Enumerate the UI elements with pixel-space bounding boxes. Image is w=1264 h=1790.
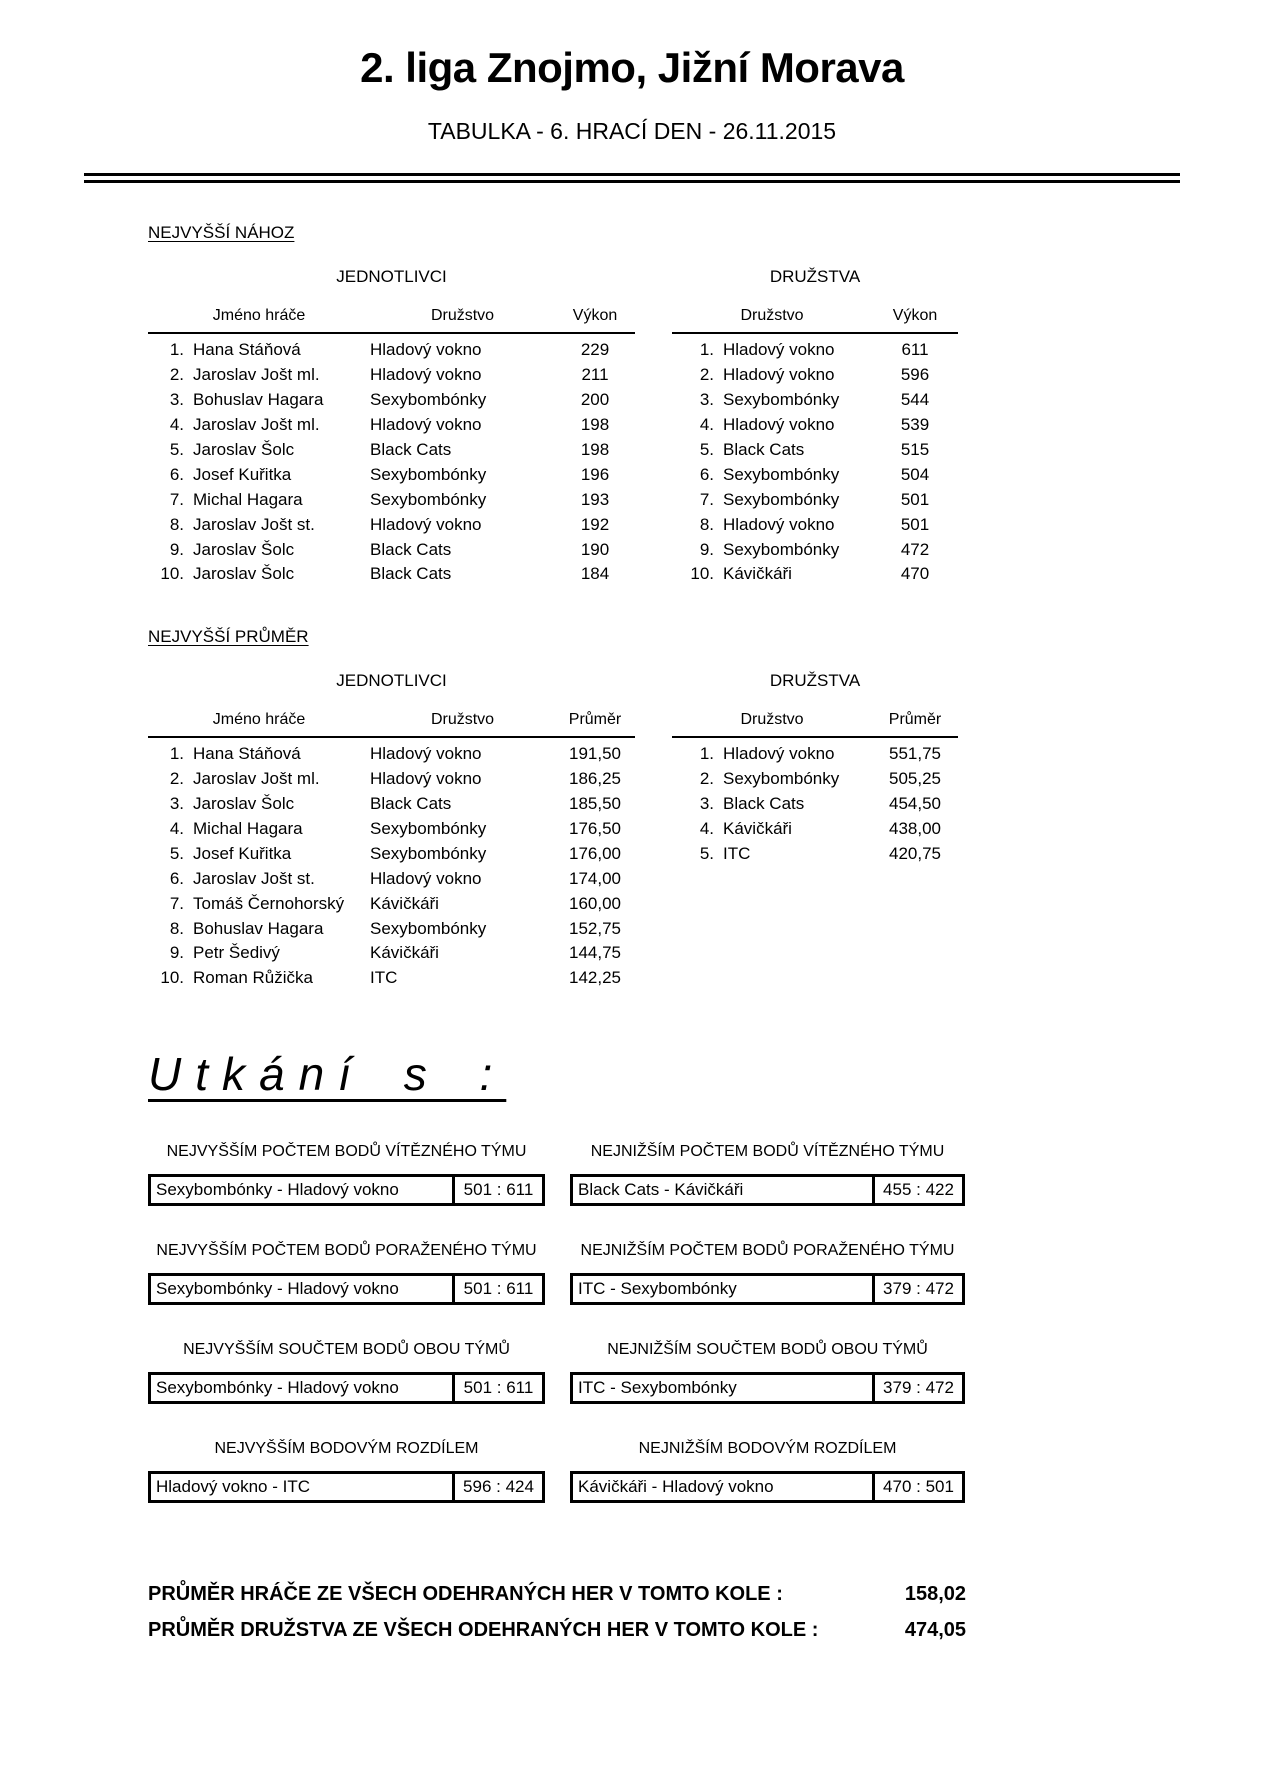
table-row	[148, 487, 635, 512]
table-row	[148, 413, 635, 438]
team-rank: 3.	[699, 794, 714, 814]
table-row	[148, 916, 635, 941]
team-value: 596	[900, 365, 930, 385]
player-rank: 2.	[169, 769, 184, 789]
table-row	[672, 487, 958, 512]
player-team: Sexybombónky	[370, 819, 487, 839]
table-row	[148, 792, 635, 817]
match-record-box	[148, 1273, 545, 1305]
team-value: 472	[900, 539, 930, 559]
match-teams: ITC - Sexybombónky	[578, 1278, 737, 1298]
column-header-name: Jméno hráče	[212, 307, 306, 324]
player-name: Michal Hagara	[193, 819, 303, 839]
player-rank: 10.	[160, 968, 184, 988]
match-grid	[148, 1143, 1130, 1503]
tables-row	[148, 243, 1130, 587]
match-score: 501 : 611	[452, 1177, 542, 1203]
content	[148, 223, 1130, 1642]
team-name: Black Cats	[723, 440, 805, 459]
player-name: Michal Hagara	[193, 489, 303, 509]
table-row	[148, 388, 635, 413]
player-name: Hana Stáňová	[193, 340, 301, 360]
column-header-team: Družstvo	[740, 710, 804, 728]
player-team: Kávičkáři	[370, 893, 439, 913]
player-name: Jaroslav Jošt st.	[193, 868, 315, 888]
player-rank: 4.	[169, 415, 184, 435]
match-teams: Sexybombónky - Hladový vokno	[156, 1179, 399, 1199]
summary-value: 158,02	[904, 1582, 966, 1605]
match-record-label: NEJNIŽŠÍM POČTEM BODŮ PORAŽENÉHO TÝMU	[580, 1241, 955, 1259]
player-team: Hladový vokno	[370, 415, 482, 435]
section-nejvyssi-prumer	[148, 627, 1130, 991]
match-score: 470 : 501	[872, 1474, 962, 1500]
team-value: 539	[900, 415, 930, 435]
player-name: Jaroslav Jošt ml.	[193, 365, 320, 385]
team-name: Sexybombónky	[723, 464, 840, 484]
match-teams: Kávičkáři - Hladový vokno	[578, 1476, 774, 1496]
team-rank: 6.	[699, 464, 714, 484]
player-rank: 8.	[169, 514, 184, 534]
player-rank: 8.	[169, 918, 184, 938]
teams-table	[672, 243, 958, 587]
match-record-box	[570, 1372, 965, 1404]
team-name: Kávičkáři	[723, 819, 792, 839]
player-rank: 1.	[169, 340, 184, 360]
player-team: Sexybombónky	[370, 918, 487, 938]
match-score: 455 : 422	[872, 1177, 962, 1203]
player-name: Petr Šedivý	[193, 943, 280, 963]
match-teams: Black Cats - Kávičkáři	[578, 1179, 744, 1199]
player-name: Jaroslav Jošt st.	[193, 514, 315, 534]
table-body	[672, 334, 958, 587]
table-body	[148, 738, 635, 991]
player-value: 229	[580, 340, 610, 360]
table-row	[672, 742, 958, 767]
player-team: Sexybombónky	[370, 843, 487, 863]
table-row	[672, 817, 958, 842]
utkani-heading: Utkání s :	[148, 1047, 507, 1100]
match-record	[148, 1440, 545, 1503]
player-rank: 7.	[169, 893, 184, 913]
team-name: Sexybombónky	[723, 489, 840, 509]
column-header-team: Družstvo	[430, 307, 495, 324]
player-team: Hladový vokno	[370, 868, 482, 888]
match-record-label: NEJVYŠŠÍM SOUČTEM BODŮ OBOU TÝMŮ	[183, 1340, 510, 1358]
team-name: Black Cats	[723, 794, 805, 814]
table-body	[672, 738, 958, 866]
table-body	[148, 334, 635, 587]
header-double-rule	[84, 173, 1180, 183]
player-value: 185,50	[569, 794, 621, 814]
player-name: Jaroslav Šolc	[193, 440, 295, 459]
team-value: 470	[900, 564, 930, 584]
player-name: Jaroslav Jošt ml.	[193, 415, 320, 435]
player-team: Hladový vokno	[370, 744, 482, 764]
table-row	[148, 941, 635, 966]
table-row	[148, 767, 635, 792]
player-rank: 10.	[160, 564, 184, 584]
table-row	[148, 438, 635, 463]
table-row	[148, 537, 635, 562]
player-name: Bohuslav Hagara	[193, 390, 324, 410]
table-row	[672, 388, 958, 413]
match-record-label: NEJVYŠŠÍM POČTEM BODŮ PORAŽENÉHO TÝMU	[156, 1241, 537, 1259]
team-rank: 2.	[699, 365, 714, 385]
match-record	[570, 1242, 965, 1305]
table-header	[672, 711, 958, 738]
page-title: 2. liga Znojmo, Jižní Morava	[360, 44, 904, 91]
team-rank: 4.	[699, 415, 714, 435]
match-record-label: NEJVYŠŠÍM BODOVÝM ROZDÍLEM	[214, 1439, 479, 1457]
match-record-label: NEJVYŠŠÍM POČTEM BODŮ VÍTĚZNÉHO TÝMU	[166, 1142, 527, 1160]
player-value: 142,25	[569, 968, 621, 988]
table-header	[148, 711, 635, 738]
player-value: 152,75	[569, 918, 621, 938]
match-record-label: NEJNIŽŠÍM BODOVÝM ROZDÍLEM	[638, 1439, 897, 1457]
summary-label: PRŮMĚR HRÁČE ZE VŠECH ODEHRANÝCH HER V TOMTO KOLE :	[148, 1582, 783, 1605]
team-value: 454,50	[889, 794, 941, 814]
team-rank: 5.	[699, 440, 714, 459]
team-value: 505,25	[889, 769, 941, 789]
player-value: 200	[580, 390, 610, 410]
player-value: 198	[580, 440, 610, 459]
player-team: Sexybombónky	[370, 464, 487, 484]
column-header-value: Průměr	[888, 710, 942, 728]
player-name: Jaroslav Šolc	[193, 794, 295, 814]
summary-label: PRŮMĚR DRUŽSTVA ZE VŠECH ODEHRANÝCH HER V TOMTO KOLE :	[148, 1618, 819, 1641]
table-row	[148, 891, 635, 916]
column-header-value: Výkon	[572, 307, 618, 324]
section-heading: NEJVYŠŠÍ NÁHOZ	[148, 223, 295, 242]
player-value: 144,75	[569, 943, 621, 963]
match-teams: Sexybombónky - Hladový vokno	[156, 1278, 399, 1298]
table-header	[148, 307, 635, 334]
player-team: Sexybombónky	[370, 390, 487, 410]
summary-value: 474,05	[904, 1618, 966, 1641]
player-name: Jaroslav Jošt ml.	[193, 769, 320, 789]
player-value: 190	[580, 539, 610, 559]
table-row	[672, 338, 958, 363]
player-team: Hladový vokno	[370, 340, 482, 360]
team-rank: 3.	[699, 390, 714, 410]
player-team: ITC	[370, 968, 398, 988]
match-record-box	[148, 1174, 545, 1206]
team-value: 501	[900, 489, 930, 509]
team-name: Hladový vokno	[723, 340, 835, 360]
player-team: Kávičkáři	[370, 943, 439, 963]
player-rank: 4.	[169, 819, 184, 839]
team-name: Kávičkáři	[723, 564, 792, 584]
individuals-table	[148, 243, 635, 587]
table-row	[148, 817, 635, 842]
column-header-name: Jméno hráče	[212, 710, 306, 728]
match-record	[570, 1440, 965, 1503]
team-value: 420,75	[889, 843, 941, 863]
player-name: Jaroslav Šolc	[193, 539, 295, 559]
match-record	[570, 1143, 965, 1206]
match-record-label: NEJNIŽŠÍM SOUČTEM BODŮ OBOU TÝMŮ	[607, 1340, 928, 1358]
player-value: 192	[580, 514, 610, 534]
player-value: 176,50	[569, 819, 621, 839]
team-rank: 5.	[699, 843, 714, 863]
player-rank: 5.	[169, 440, 184, 459]
player-rank: 3.	[169, 390, 184, 410]
table-header	[672, 307, 958, 334]
player-value: 160,00	[569, 893, 621, 913]
match-score: 379 : 472	[872, 1276, 962, 1302]
match-score: 501 : 611	[452, 1276, 542, 1302]
player-team: Hladový vokno	[370, 769, 482, 789]
player-name: Jaroslav Šolc	[193, 564, 295, 584]
player-name: Josef Kuřitka	[193, 464, 292, 484]
match-teams: ITC - Sexybombónky	[578, 1377, 737, 1397]
table-row	[672, 562, 958, 587]
player-rank: 6.	[169, 464, 184, 484]
player-team: Sexybombónky	[370, 489, 487, 509]
match-record	[148, 1242, 545, 1305]
match-score: 596 : 424	[452, 1474, 542, 1500]
team-rank: 10.	[690, 564, 714, 584]
column-header-team: Družstvo	[740, 307, 804, 324]
match-teams: Sexybombónky - Hladový vokno	[156, 1377, 399, 1397]
table-title: JEDNOTLIVCI	[336, 267, 447, 286]
player-name: Roman Růžička	[193, 968, 313, 988]
player-team: Black Cats	[370, 440, 452, 459]
match-record-box	[148, 1372, 545, 1404]
table-row	[672, 537, 958, 562]
match-record	[570, 1341, 965, 1404]
player-name: Bohuslav Hagara	[193, 918, 324, 938]
teams-table	[672, 647, 958, 866]
player-team: Black Cats	[370, 794, 452, 814]
player-value: 193	[580, 489, 610, 509]
tables-row	[148, 647, 1130, 991]
player-team: Black Cats	[370, 539, 452, 559]
player-rank: 5.	[169, 843, 184, 863]
team-name: Hladový vokno	[723, 365, 835, 385]
team-value: 501	[900, 514, 930, 534]
team-value: 515	[900, 440, 930, 459]
table-row	[672, 438, 958, 463]
column-header-value: Průměr	[568, 710, 622, 728]
table-row	[672, 841, 958, 866]
player-value: 191,50	[569, 744, 621, 764]
match-record	[148, 1143, 545, 1206]
player-team: Hladový vokno	[370, 514, 482, 534]
table-title: DRUŽSTVA	[769, 670, 861, 690]
team-rank: 2.	[699, 769, 714, 789]
page-subtitle: TABULKA - 6. HRACÍ DEN - 26.11.2015	[427, 118, 837, 144]
player-team: Hladový vokno	[370, 365, 482, 385]
table-row	[672, 363, 958, 388]
player-value: 196	[580, 464, 610, 484]
table-row	[148, 841, 635, 866]
team-value: 438,00	[889, 819, 941, 839]
player-value: 198	[580, 415, 610, 435]
team-name: ITC	[723, 843, 751, 863]
match-record-box	[570, 1471, 965, 1503]
table-row	[148, 866, 635, 891]
player-value: 176,00	[569, 843, 621, 863]
team-rank: 9.	[699, 539, 714, 559]
table-row	[148, 363, 635, 388]
table-row	[672, 792, 958, 817]
team-rank: 8.	[699, 514, 714, 534]
section-nejvyssi-nahoz	[148, 223, 1130, 587]
summary-row	[148, 1619, 966, 1642]
table-row	[672, 767, 958, 792]
column-header-team: Družstvo	[430, 710, 495, 728]
player-name: Josef Kuřitka	[193, 843, 292, 863]
player-rank: 9.	[169, 539, 184, 559]
table-row	[148, 462, 635, 487]
table-row	[148, 742, 635, 767]
individuals-table	[148, 647, 635, 991]
player-rank: 6.	[169, 868, 184, 888]
team-rank: 1.	[699, 340, 714, 360]
match-teams: Hladový vokno - ITC	[156, 1476, 310, 1496]
table-row	[672, 413, 958, 438]
match-record-box	[570, 1174, 965, 1206]
team-name: Sexybombónky	[723, 769, 840, 789]
player-value: 174,00	[569, 868, 621, 888]
team-name: Hladový vokno	[723, 744, 835, 764]
column-header-value: Výkon	[892, 307, 938, 324]
team-rank: 4.	[699, 819, 714, 839]
match-record-label: NEJNIŽŠÍM POČTEM BODŮ VÍTĚZNÉHO TÝMU	[590, 1142, 945, 1160]
table-row	[148, 338, 635, 363]
player-rank: 2.	[169, 365, 184, 385]
match-score: 501 : 611	[452, 1375, 542, 1401]
player-rank: 9.	[169, 943, 184, 963]
team-name: Sexybombónky	[723, 539, 840, 559]
table-row	[148, 562, 635, 587]
summary-row	[148, 1583, 966, 1606]
match-score: 379 : 472	[872, 1375, 962, 1401]
team-value: 551,75	[889, 744, 941, 764]
team-name: Hladový vokno	[723, 415, 835, 435]
table-row	[672, 512, 958, 537]
player-name: Tomáš Černohorský	[193, 893, 345, 913]
table-row	[148, 512, 635, 537]
team-rank: 1.	[699, 744, 714, 764]
team-name: Sexybombónky	[723, 390, 840, 410]
team-rank: 7.	[699, 489, 714, 509]
table-title: DRUŽSTVA	[769, 267, 861, 286]
team-value: 544	[900, 390, 930, 410]
match-record	[148, 1341, 545, 1404]
team-value: 611	[901, 340, 929, 360]
player-team: Black Cats	[370, 564, 452, 584]
team-value: 504	[900, 464, 930, 484]
player-value: 186,25	[569, 769, 621, 789]
player-rank: 7.	[169, 489, 184, 509]
section-heading: NEJVYŠŠÍ PRŮMĚR	[148, 626, 309, 646]
player-name: Hana Stáňová	[193, 744, 301, 764]
match-record-box	[570, 1273, 965, 1305]
match-record-box	[148, 1471, 545, 1503]
player-rank: 3.	[169, 794, 184, 814]
player-rank: 1.	[169, 744, 184, 764]
player-value: 184	[580, 564, 610, 584]
team-name: Hladový vokno	[723, 514, 835, 534]
table-row	[148, 966, 635, 991]
table-title: JEDNOTLIVCI	[336, 670, 447, 690]
player-value: 211	[581, 365, 609, 385]
table-row	[672, 462, 958, 487]
summary	[148, 1583, 1130, 1642]
